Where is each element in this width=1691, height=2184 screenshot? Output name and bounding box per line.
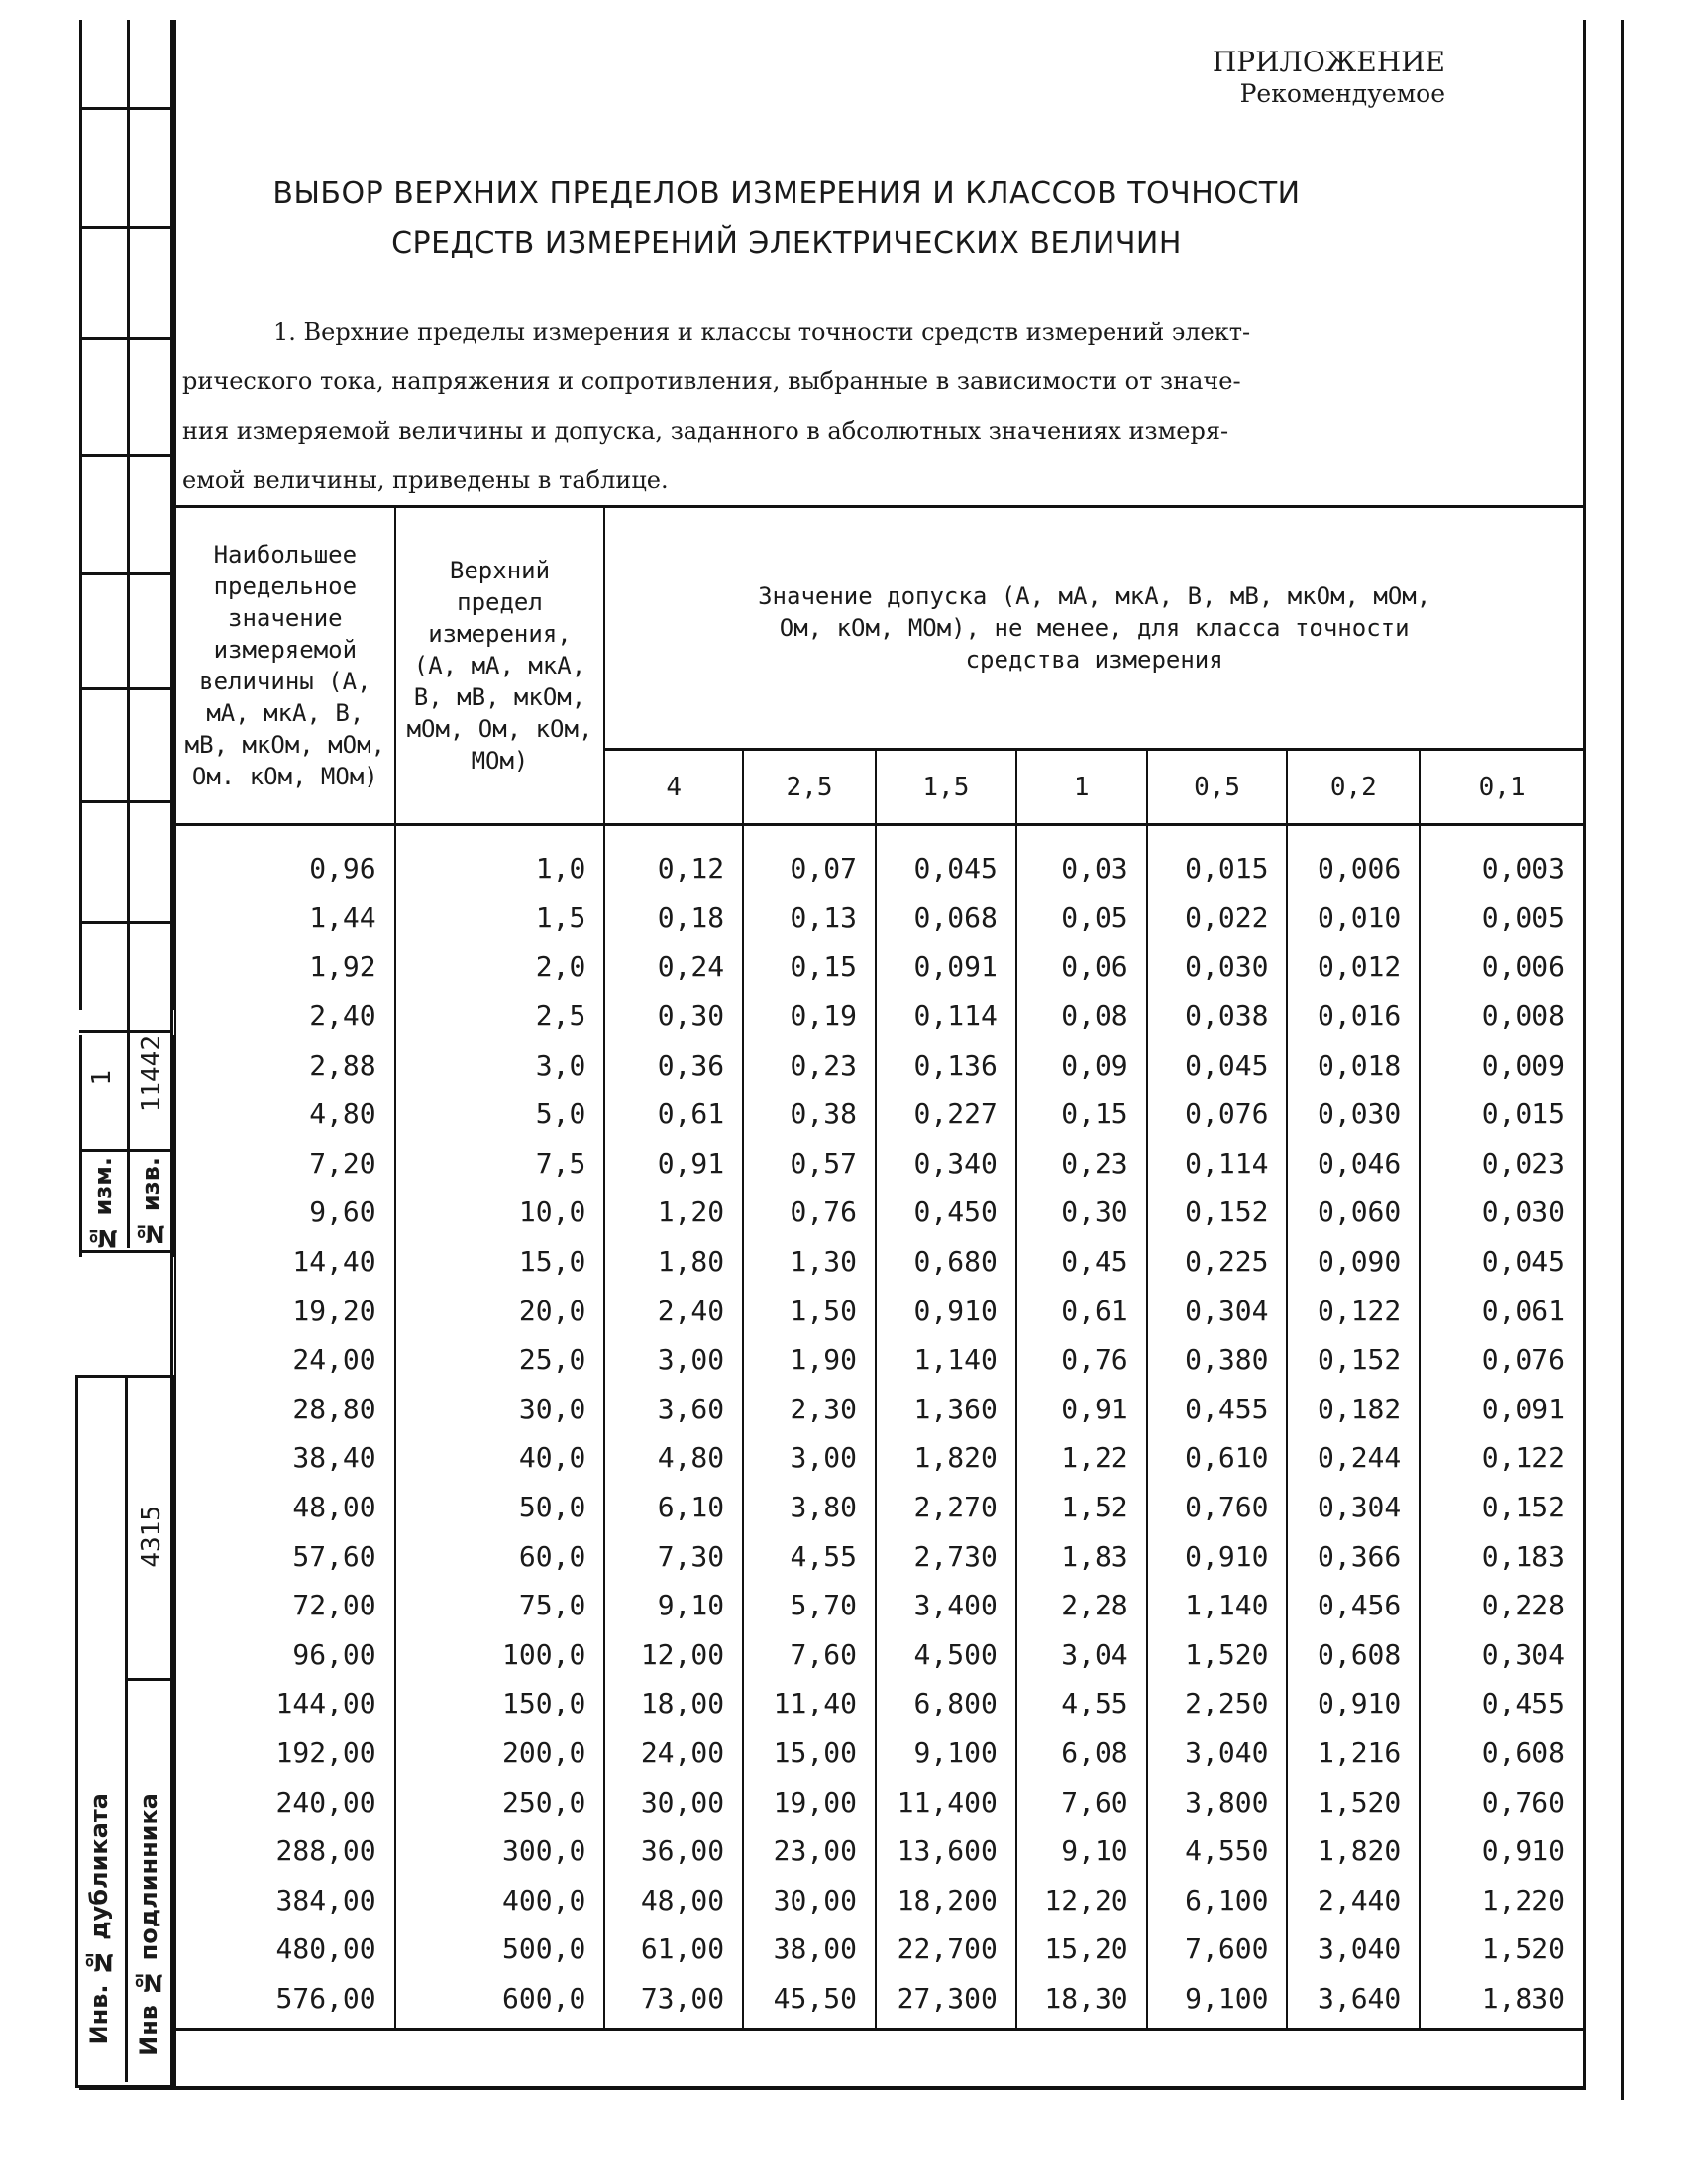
table-cell: 0,09 <box>1016 1040 1147 1090</box>
podlinnik-value: 4315 <box>137 1506 166 1568</box>
table-cell: 7,30 <box>604 1531 743 1581</box>
table-cell: 19,20 <box>175 1286 395 1335</box>
table-cell: 1,44 <box>175 893 395 943</box>
page-title-line1: ВЫБОР ВЕРХНИХ ПРЕДЕЛОВ ИЗМЕРЕНИЯ И КЛАССОВ ТОЧНОСТИ <box>272 176 1301 211</box>
table-cell: 0,61 <box>604 1090 743 1139</box>
table-cell: 0,006 <box>1420 942 1584 991</box>
table-cell: 2,5 <box>395 991 605 1041</box>
table-row <box>175 1237 1584 1287</box>
table-cell: 0,152 <box>1147 1188 1288 1237</box>
class-header: 1,5 <box>876 750 1016 825</box>
table-cell: 288,00 <box>175 1826 395 1876</box>
margin-rule <box>79 1030 170 1033</box>
table-cell: 1,820 <box>1287 1826 1420 1876</box>
table-cell: 0,023 <box>1420 1139 1584 1189</box>
table-cell: 1,30 <box>743 1237 876 1287</box>
table-cell: 1,92 <box>175 942 395 991</box>
table-cell: 0,910 <box>1420 1826 1584 1876</box>
table-cell: 2,270 <box>876 1483 1016 1532</box>
table-row <box>175 942 1584 991</box>
table-cell: 0,455 <box>1420 1679 1584 1728</box>
table-cell: 0,045 <box>1147 1040 1288 1090</box>
table-cell: 2,250 <box>1147 1679 1288 1728</box>
table-cell: 73,00 <box>604 1974 743 2030</box>
table-cell: 384,00 <box>175 1875 395 1924</box>
table-cell: 96,00 <box>175 1630 395 1680</box>
table-cell: 0,005 <box>1420 893 1584 943</box>
table-cell: 0,608 <box>1420 1728 1584 1778</box>
table-cell: 11,400 <box>876 1777 1016 1826</box>
table-cell: 1,50 <box>743 1286 876 1335</box>
tolerance-table <box>174 505 1585 2031</box>
table-cell: 0,304 <box>1420 1630 1584 1680</box>
table-cell: 23,00 <box>743 1826 876 1876</box>
table-cell: 6,800 <box>876 1679 1016 1728</box>
table-cell: 0,910 <box>1287 1679 1420 1728</box>
intro-line: емой величины, приведены в таблице. <box>182 467 669 494</box>
table-cell: 61,00 <box>604 1924 743 1974</box>
table-cell: 15,0 <box>395 1237 605 1287</box>
margin-rule <box>79 337 170 340</box>
table-cell: 400,0 <box>395 1875 605 1924</box>
table-cell: 0,91 <box>604 1139 743 1189</box>
table-cell: 0,122 <box>1420 1433 1584 1483</box>
table-cell: 0,122 <box>1287 1286 1420 1335</box>
table-cell: 0,060 <box>1287 1188 1420 1237</box>
table-cell: 1,220 <box>1420 1875 1584 1924</box>
table-cell: 9,10 <box>1016 1826 1147 1876</box>
table-cell: 0,45 <box>1016 1237 1147 1287</box>
table-cell: 3,640 <box>1287 1974 1420 2030</box>
margin-rule <box>79 687 170 690</box>
table-row <box>175 991 1584 1041</box>
table-cell: 600,0 <box>395 1974 605 2030</box>
table-cell: 48,00 <box>604 1875 743 1924</box>
table-cell: 2,30 <box>743 1385 876 1434</box>
table-row <box>175 1188 1584 1237</box>
table-cell: 20,0 <box>395 1286 605 1335</box>
table-cell: 5,70 <box>743 1581 876 1630</box>
table-cell: 24,00 <box>175 1335 395 1385</box>
table-cell: 192,00 <box>175 1728 395 1778</box>
table-row <box>175 1875 1584 1924</box>
table-cell: 0,152 <box>1287 1335 1420 1385</box>
table-cell: 2,28 <box>1016 1581 1147 1630</box>
table-cell: 0,152 <box>1420 1483 1584 1532</box>
table-row <box>175 1777 1584 1826</box>
table-cell: 1,520 <box>1420 1924 1584 1974</box>
izm-label: № изм. <box>89 1157 117 1252</box>
table-cell: 0,608 <box>1287 1630 1420 1680</box>
margin-rule <box>79 572 170 575</box>
col-header-tolerance: Значение допуска (А, мА, мкА, В, мВ, мкОм, мОм, Ом, кОм, МОм), не менее, для класса точности средства измерения <box>604 507 1584 750</box>
inventory-rule <box>125 1678 170 1681</box>
table-cell: 4,80 <box>604 1433 743 1483</box>
table-row <box>175 1385 1584 1434</box>
table-cell: 24,00 <box>604 1728 743 1778</box>
table-cell: 0,610 <box>1147 1433 1288 1483</box>
table-cell: 15,00 <box>743 1728 876 1778</box>
table-cell: 1,360 <box>876 1385 1016 1434</box>
inventory-divider <box>125 1375 128 2082</box>
table-cell: 0,304 <box>1287 1483 1420 1532</box>
table-cell: 4,550 <box>1147 1826 1288 1876</box>
table-cell: 4,55 <box>743 1531 876 1581</box>
table-cell: 1,52 <box>1016 1483 1147 1532</box>
table-cell: 7,600 <box>1147 1924 1288 1974</box>
table-cell: 12,00 <box>604 1630 743 1680</box>
table-cell: 1,216 <box>1287 1728 1420 1778</box>
table-cell: 0,910 <box>876 1286 1016 1335</box>
table-cell: 3,60 <box>604 1385 743 1434</box>
page-title-line2: СРЕДСТВ ИЗМЕРЕНИЙ ЭЛЕКТРИЧЕСКИХ ВЕЛИЧИН <box>391 226 1182 260</box>
table-cell: 38,00 <box>743 1924 876 1974</box>
table-cell: 0,182 <box>1287 1385 1420 1434</box>
table-cell: 3,800 <box>1147 1777 1288 1826</box>
table-cell: 30,0 <box>395 1385 605 1434</box>
table-cell: 576,00 <box>175 1974 395 2030</box>
table-cell: 0,244 <box>1287 1433 1420 1483</box>
table-cell: 0,076 <box>1420 1335 1584 1385</box>
table-cell: 48,00 <box>175 1483 395 1532</box>
table-cell: 0,016 <box>1287 991 1420 1041</box>
table-cell: 2,440 <box>1287 1875 1420 1924</box>
table-cell: 0,18 <box>604 893 743 943</box>
table-cell: 0,36 <box>604 1040 743 1090</box>
table-cell: 1,140 <box>876 1335 1016 1385</box>
table-row <box>175 1335 1584 1385</box>
table-cell: 0,03 <box>1016 825 1147 893</box>
table-cell: 5,0 <box>395 1090 605 1139</box>
appendix-status: Рекомендуемое <box>1239 79 1445 108</box>
table-cell: 45,50 <box>743 1974 876 2030</box>
table-cell: 0,38 <box>743 1090 876 1139</box>
table-cell: 18,200 <box>876 1875 1016 1924</box>
table-cell: 0,010 <box>1287 893 1420 943</box>
table-cell: 200,0 <box>395 1728 605 1778</box>
table-row <box>175 1433 1584 1483</box>
table-cell: 36,00 <box>604 1826 743 1876</box>
table-row <box>175 1679 1584 1728</box>
table-cell: 0,114 <box>1147 1139 1288 1189</box>
table-cell: 1,83 <box>1016 1531 1147 1581</box>
frame-outer-right <box>1621 20 1624 2100</box>
col-header-max-value: Наибольшее предельное значение измеряемой величины (А, мА, мкА, В, мВ, мкОм, мОм, Ом. кОм, МОм) <box>175 507 395 825</box>
table-cell: 0,760 <box>1147 1483 1288 1532</box>
table-cell: 144,00 <box>175 1679 395 1728</box>
appendix-label: ПРИЛОЖЕНИЕ <box>1212 46 1445 78</box>
table-cell: 0,045 <box>1420 1237 1584 1287</box>
margin-rule <box>79 800 170 803</box>
table-row <box>175 1531 1584 1581</box>
table-cell: 500,0 <box>395 1924 605 1974</box>
table-cell: 0,61 <box>1016 1286 1147 1335</box>
table-cell: 480,00 <box>175 1924 395 1974</box>
class-header: 2,5 <box>743 750 876 825</box>
table-cell: 0,680 <box>876 1237 1016 1287</box>
table-row <box>175 1581 1584 1630</box>
table-cell: 0,068 <box>876 893 1016 943</box>
table-cell: 1,520 <box>1147 1630 1288 1680</box>
izv-value: 11442 <box>137 1035 166 1113</box>
table-cell: 3,04 <box>1016 1630 1147 1680</box>
table-cell: 0,046 <box>1287 1139 1420 1189</box>
table-cell: 2,40 <box>175 991 395 1041</box>
table-cell: 1,22 <box>1016 1433 1147 1483</box>
table-cell: 2,730 <box>876 1531 1016 1581</box>
table-cell: 1,90 <box>743 1335 876 1385</box>
table-cell: 0,008 <box>1420 991 1584 1041</box>
table-cell: 0,015 <box>1147 825 1288 893</box>
table-cell: 25,0 <box>395 1335 605 1385</box>
table-cell: 6,08 <box>1016 1728 1147 1778</box>
table-cell: 7,60 <box>1016 1777 1147 1826</box>
table-cell: 240,00 <box>175 1777 395 1826</box>
table-cell: 1,0 <box>395 825 605 893</box>
table-cell: 7,20 <box>175 1139 395 1189</box>
table-cell: 0,19 <box>743 991 876 1041</box>
table-cell: 0,114 <box>876 991 1016 1041</box>
table-row <box>175 1286 1584 1335</box>
table-cell: 0,015 <box>1420 1090 1584 1139</box>
table-cell: 1,5 <box>395 893 605 943</box>
table-cell: 0,228 <box>1420 1581 1584 1630</box>
table-row <box>175 1483 1584 1532</box>
table-cell: 28,80 <box>175 1385 395 1434</box>
table-cell: 72,00 <box>175 1581 395 1630</box>
table-cell: 12,20 <box>1016 1875 1147 1924</box>
table-cell: 0,12 <box>604 825 743 893</box>
class-header: 1 <box>1016 750 1147 825</box>
class-header: 0,5 <box>1147 750 1288 825</box>
table-cell: 60,0 <box>395 1531 605 1581</box>
table-row <box>175 1974 1584 2030</box>
table-cell: 0,450 <box>876 1188 1016 1237</box>
table-cell: 100,0 <box>395 1630 605 1680</box>
dublikat-label: Инв. № дубликата <box>85 1793 113 2045</box>
intro-line: ния измеряемой величины и допуска, заданного в абсолютных значениях измеря- <box>182 417 1229 445</box>
table-cell: 0,136 <box>876 1040 1016 1090</box>
table-cell: 0,038 <box>1147 991 1288 1041</box>
table-cell: 0,006 <box>1287 825 1420 893</box>
table-cell: 4,55 <box>1016 1679 1147 1728</box>
table-cell: 30,00 <box>604 1777 743 1826</box>
table-cell: 9,60 <box>175 1188 395 1237</box>
table-cell: 0,090 <box>1287 1237 1420 1287</box>
table-cell: 0,910 <box>1147 1531 1288 1581</box>
table-cell: 0,96 <box>175 825 395 893</box>
table-cell: 0,91 <box>1016 1385 1147 1434</box>
table-cell: 2,40 <box>604 1286 743 1335</box>
table-cell: 0,091 <box>876 942 1016 991</box>
margin-rule <box>79 1149 170 1152</box>
table-cell: 9,100 <box>876 1728 1016 1778</box>
table-cell: 15,20 <box>1016 1924 1147 1974</box>
table-cell: 3,00 <box>743 1433 876 1483</box>
table-cell: 0,57 <box>743 1139 876 1189</box>
table-cell: 22,700 <box>876 1924 1016 1974</box>
table-cell: 3,040 <box>1147 1728 1288 1778</box>
podlinnik-label: Инв № подлинника <box>135 1793 162 2056</box>
table-cell: 75,0 <box>395 1581 605 1630</box>
table-cell: 57,60 <box>175 1531 395 1581</box>
table-row <box>175 825 1584 893</box>
margin-rule <box>79 921 170 924</box>
table-cell: 0,091 <box>1420 1385 1584 1434</box>
table-cell: 14,40 <box>175 1237 395 1287</box>
table-cell: 18,00 <box>604 1679 743 1728</box>
table-cell: 0,456 <box>1287 1581 1420 1630</box>
table-cell: 1,20 <box>604 1188 743 1237</box>
table-cell: 0,030 <box>1420 1188 1584 1237</box>
table-cell: 0,225 <box>1147 1237 1288 1287</box>
table-cell: 1,140 <box>1147 1581 1288 1630</box>
class-header: 0,1 <box>1420 750 1584 825</box>
table-cell: 250,0 <box>395 1777 605 1826</box>
izv-label: № изв. <box>137 1157 164 1248</box>
table-row <box>175 1090 1584 1139</box>
table-cell: 11,40 <box>743 1679 876 1728</box>
table-cell: 4,80 <box>175 1090 395 1139</box>
table-cell: 3,400 <box>876 1581 1016 1630</box>
table-cell: 1,80 <box>604 1237 743 1287</box>
table-cell: 3,80 <box>743 1483 876 1532</box>
table-cell: 0,07 <box>743 825 876 893</box>
table-cell: 6,100 <box>1147 1875 1288 1924</box>
table-cell: 50,0 <box>395 1483 605 1532</box>
table-cell: 2,88 <box>175 1040 395 1090</box>
table-cell: 1,520 <box>1287 1777 1420 1826</box>
table-row <box>175 1728 1584 1778</box>
frame-bottom <box>79 2086 1585 2090</box>
table-cell: 150,0 <box>395 1679 605 1728</box>
table-cell: 0,045 <box>876 825 1016 893</box>
intro-line: 1. Верхние пределы измерения и классы точности средств измерений элект- <box>273 318 1251 346</box>
table-cell: 0,227 <box>876 1090 1016 1139</box>
table-cell: 7,60 <box>743 1630 876 1680</box>
table-cell: 38,40 <box>175 1433 395 1483</box>
table-cell: 0,380 <box>1147 1335 1288 1385</box>
table-row <box>175 1040 1584 1090</box>
col-header-upper-limit: Верхний предел измерения, (А, мА, мкА, В, мВ, мкОм, мОм, Ом, кОм, МОм) <box>395 507 605 825</box>
table-cell: 0,24 <box>604 942 743 991</box>
table-cell: 0,06 <box>1016 942 1147 991</box>
table-cell: 27,300 <box>876 1974 1016 2030</box>
table-cell: 0,08 <box>1016 991 1147 1041</box>
table-cell: 0,30 <box>1016 1188 1147 1237</box>
table-cell: 0,022 <box>1147 893 1288 943</box>
table-cell: 0,15 <box>743 942 876 991</box>
table-cell: 0,183 <box>1420 1531 1584 1581</box>
intro-line: рического тока, напряжения и сопротивления, выбранные в зависимости от значе- <box>182 367 1241 395</box>
table-cell: 30,00 <box>743 1875 876 1924</box>
table-cell: 0,061 <box>1420 1286 1584 1335</box>
table-cell: 0,760 <box>1420 1777 1584 1826</box>
table-cell: 9,10 <box>604 1581 743 1630</box>
table-row <box>175 1630 1584 1680</box>
table-cell: 300,0 <box>395 1826 605 1876</box>
table-cell: 0,455 <box>1147 1385 1288 1434</box>
table-cell: 3,0 <box>395 1040 605 1090</box>
table-cell: 0,366 <box>1287 1531 1420 1581</box>
table-row <box>175 1139 1584 1189</box>
table-cell: 0,23 <box>743 1040 876 1090</box>
table-cell: 0,018 <box>1287 1040 1420 1090</box>
table-cell: 0,340 <box>876 1139 1016 1189</box>
table-cell: 0,15 <box>1016 1090 1147 1139</box>
table-cell: 0,003 <box>1420 825 1584 893</box>
class-header: 4 <box>604 750 743 825</box>
frame-left <box>170 20 173 2090</box>
table-cell: 3,040 <box>1287 1924 1420 1974</box>
intro-paragraph <box>182 307 1462 505</box>
margin-rule <box>79 107 170 110</box>
table-cell: 7,5 <box>395 1139 605 1189</box>
class-header: 0,2 <box>1287 750 1420 825</box>
table-cell: 0,13 <box>743 893 876 943</box>
table-cell: 0,030 <box>1287 1090 1420 1139</box>
table-cell: 0,05 <box>1016 893 1147 943</box>
table-cell: 0,012 <box>1287 942 1420 991</box>
table-cell: 6,10 <box>604 1483 743 1532</box>
table-cell: 0,76 <box>743 1188 876 1237</box>
table-cell: 1,820 <box>876 1433 1016 1483</box>
table-cell: 13,600 <box>876 1826 1016 1876</box>
izm-value: 1 <box>87 1070 117 1086</box>
table-cell: 0,304 <box>1147 1286 1288 1335</box>
table-cell: 4,500 <box>876 1630 1016 1680</box>
table-cell: 19,00 <box>743 1777 876 1826</box>
table-row <box>175 1826 1584 1876</box>
table-cell: 0,009 <box>1420 1040 1584 1090</box>
table-cell: 0,23 <box>1016 1139 1147 1189</box>
table-cell: 18,30 <box>1016 1974 1147 2030</box>
table-cell: 1,830 <box>1420 1974 1584 2030</box>
table-row <box>175 1924 1584 1974</box>
table-cell: 0,076 <box>1147 1090 1288 1139</box>
table-cell: 0,30 <box>604 991 743 1041</box>
margin-rule <box>79 454 170 457</box>
table-cell: 0,76 <box>1016 1335 1147 1385</box>
table-cell: 3,00 <box>604 1335 743 1385</box>
table-cell: 0,030 <box>1147 942 1288 991</box>
table-cell: 40,0 <box>395 1433 605 1483</box>
table-cell: 10,0 <box>395 1188 605 1237</box>
table-row <box>175 893 1584 943</box>
table-cell: 9,100 <box>1147 1974 1288 2030</box>
margin-rule <box>79 226 170 229</box>
table-cell: 2,0 <box>395 942 605 991</box>
